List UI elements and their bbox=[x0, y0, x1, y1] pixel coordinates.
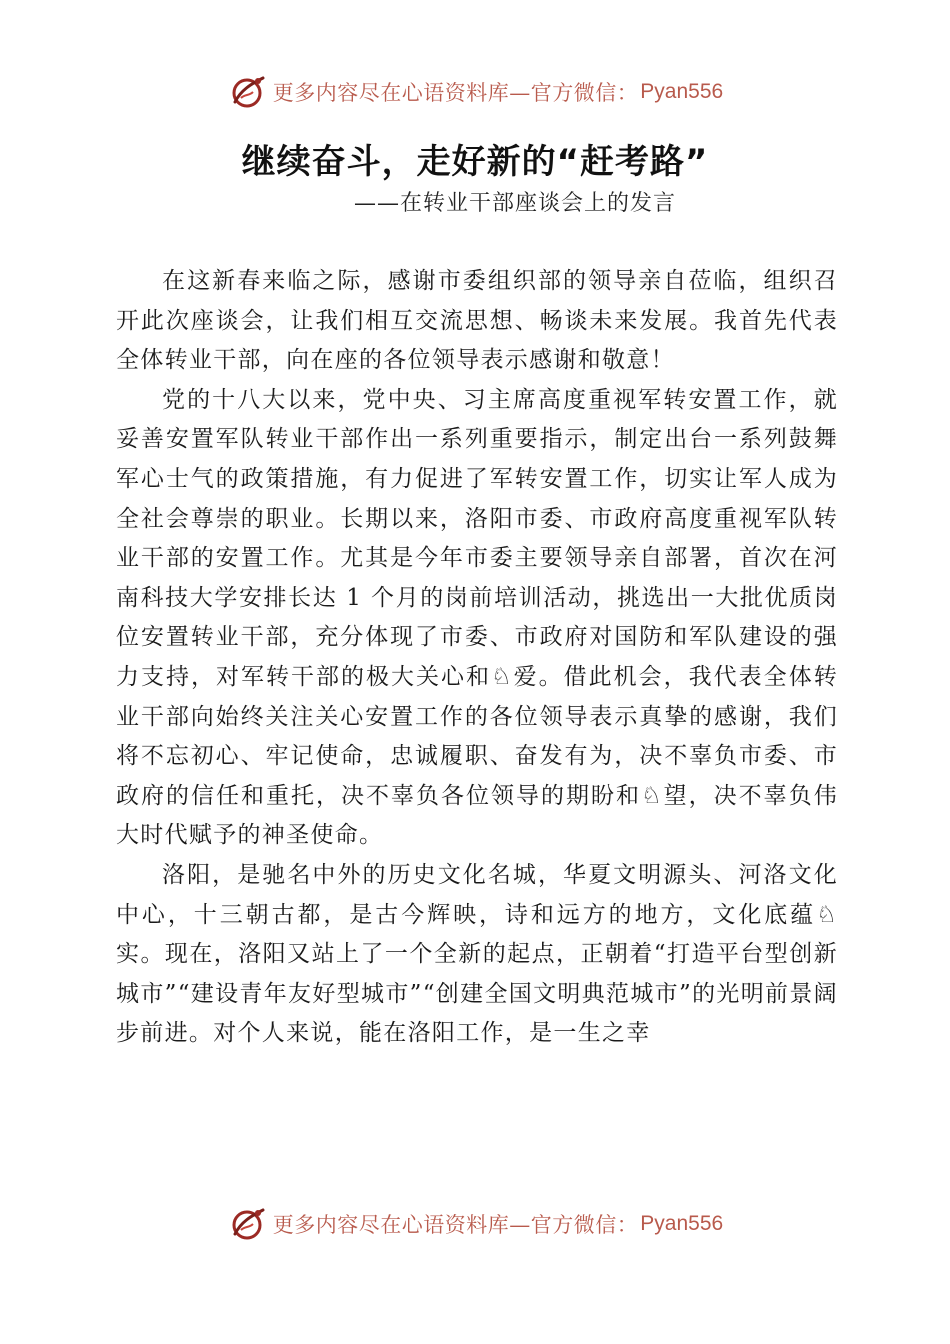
paragraph: 党的十八大以来，党中央、习主席高度重视军转安置工作，就妥善安置军队转业干部作出一系列重要指示，制定出台一系列鼓舞军心士气的政策措施，有力促进了军转安置工作，切实让军人成为全社会尊崇的职业。长期以来，洛阳市委、市政府高度重视军队转业干部的安置工作。尤其是今年市委主要领导亲自部署，首次在河南科技大学安排长达 1 个月的岗前培训活动，挑选出一大批优质岗位安置转业干部，充分体现了市委、市政府对国防和军队建设的强力支持，对军转干部的极大关心和♘爱。借此机会，我代表全体转业干部向始终关注关心安置工作的各位领导表示真挚的感谢，我们将不忘初心、牢记使命，忠诚履职、奋发有为，决不辜负市委、市政府的信任和重托，决不辜负各位领导的期盼和♘望，决不辜负伟大时代赋予的神圣使命。 bbox=[116, 386, 838, 849]
banner-handle: Pyan556 bbox=[640, 1212, 724, 1235]
header-banner bbox=[0, 70, 950, 114]
paragraph: 洛阳，是驰名中外的历史文化名城，华夏文明源头、河洛文化中心，十三朝古都，是古今辉映，诗和远方的地方，文化底蕴♘实。现在，洛阳又站上了一个全新的起点，正朝着“打造平台型创新城市”“建设青年友好型城市”“创建全国文明典范城市”的光明前景阔步前进。对个人来说，能在洛阳工作，是一生之幸 bbox=[116, 861, 838, 1047]
footer-banner bbox=[0, 1202, 950, 1246]
document-subtitle: ——在转业干部座谈会上的发言 bbox=[354, 191, 677, 216]
banner-text: 更多内容尽在心语资料库—官方微信： bbox=[272, 1213, 639, 1237]
brand-logo-icon bbox=[227, 1204, 267, 1244]
document-title: 继续奋斗，走好新的“赶考路” bbox=[241, 142, 709, 182]
banner-handle: Pyan556 bbox=[640, 80, 724, 103]
paragraph: 在这新春来临之际，感谢市委组织部的领导亲自莅临，组织召开此次座谈会，让我们相互交流思想、畅谈未来发展。我首先代表全体转业干部，向在座的各位领导表示感谢和敬意！ bbox=[116, 268, 838, 374]
brand-logo-icon bbox=[227, 72, 267, 112]
banner-text: 更多内容尽在心语资料库—官方微信： bbox=[272, 81, 639, 105]
document-body bbox=[116, 262, 838, 1062]
